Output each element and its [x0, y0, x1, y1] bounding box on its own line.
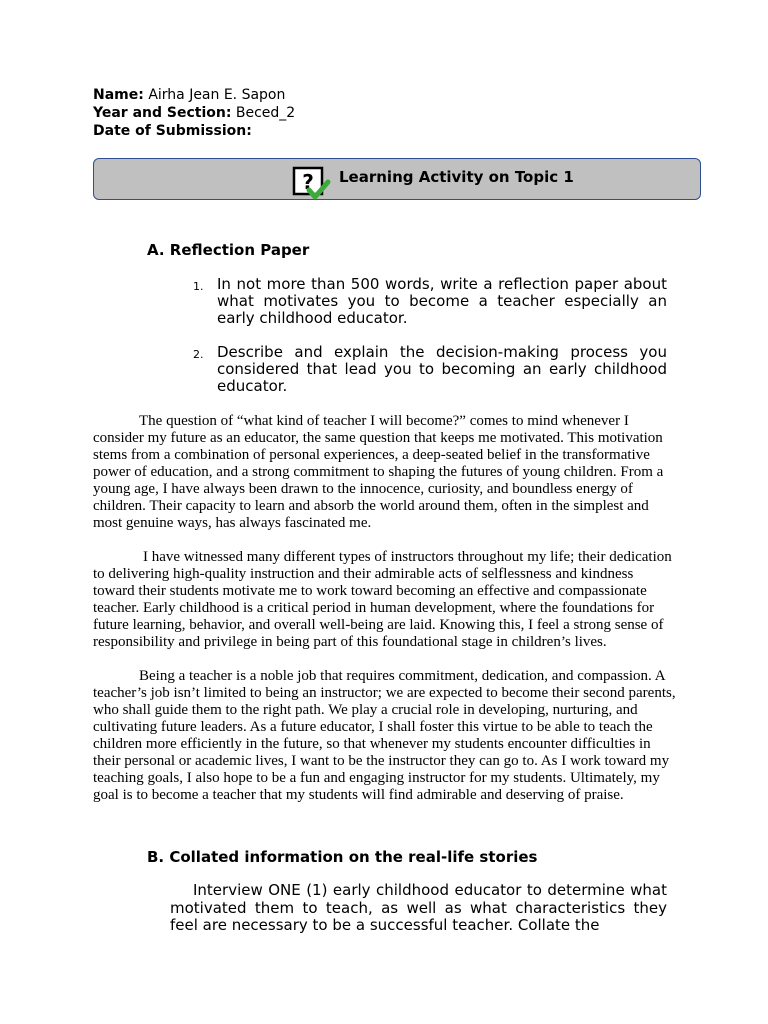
year-section-line	[93, 104, 295, 122]
year-section-value: Beced_2	[235, 105, 296, 121]
question-item	[193, 276, 667, 327]
question-list	[193, 276, 667, 412]
question-check-icon	[292, 165, 332, 201]
date-line	[93, 122, 295, 140]
name-label: Name:	[93, 87, 144, 103]
section-a-heading: A. Reflection Paper	[147, 241, 310, 259]
essay-paragraph: Being a teacher is a noble job that requires commitment, dedication, and compassion. A teacher’s job isn’t limited to being an instructor; we are expected to become their second parents, who shall guide them to the right path. We play a crucial role in developing, nurturing, and cultivating future leaders. As a future educator, I shall foster this virtue to be able to teach the children more efficiently in the future, so that whenever my students encounter difficulties in their personal or academic lives, I want to be the instructor they can go to. As I work toward my teaching goals, I also hope to be a fun and engaging instructor for my students. Ultimately, my goal is to become a teacher that my students will find admirable and deserving of praise.	[93, 668, 676, 803]
essay-paragraph: The question of “what kind of teacher I will become?” comes to mind whenever I consider my future as an educator, the same question that keeps me motivated. This motivation stems from a combination of personal experiences, a deep-seated belief in the transformative power of education, and a strong commitment to shaping the futures of young children. From a young age, I have always been drawn to the innocence, curiosity, and boundless energy of children. Their capacity to learn and absorb the world around them, often in the simplest and most genuine ways, has always fascinated me.	[93, 413, 664, 531]
name-value: Airha Jean E. Sapon	[148, 87, 286, 103]
year-section-label: Year and Section:	[93, 105, 232, 121]
question-text: In not more than 500 words, write a reflection paper about what motivates you to become a teacher especially an early childhood educator.	[217, 275, 667, 327]
section-b-heading: B. Collated information on the real-life stories	[147, 848, 538, 866]
name-line	[93, 86, 295, 104]
reflection-essay	[93, 413, 676, 821]
activity-banner	[93, 158, 701, 200]
interview-instructions: Interview ONE (1) early childhood educator to determine what motivated them to teach, as well as what characteristics they feel are necessary to be a successful teacher. Collate the	[170, 881, 667, 934]
submission-info	[93, 86, 295, 140]
banner-title: Learning Activity on Topic 1	[339, 168, 574, 186]
question-text: Describe and explain the decision-making process you considered that lead you to becoming an early childhood educator.	[217, 343, 667, 395]
question-number: 1.	[193, 280, 204, 293]
question-glyph: ?	[302, 170, 314, 194]
question-number: 2.	[193, 348, 204, 361]
date-label: Date of Submission:	[93, 123, 252, 139]
essay-paragraph: I have witnessed many different types of instructors throughout my life; their dedication to delivering high-quality instruction and their admirable acts of selflessness and kindness toward their students motivate me to work toward becoming an effective and compassionate teacher. Early childhood is a critical period in human development, where the foundations for future learning, behavior, and overall well-being are laid. Knowing this, I feel a strong sense of responsibility and privilege in being part of this foundational stage in children’s lives.	[93, 549, 672, 650]
question-item	[193, 344, 667, 395]
